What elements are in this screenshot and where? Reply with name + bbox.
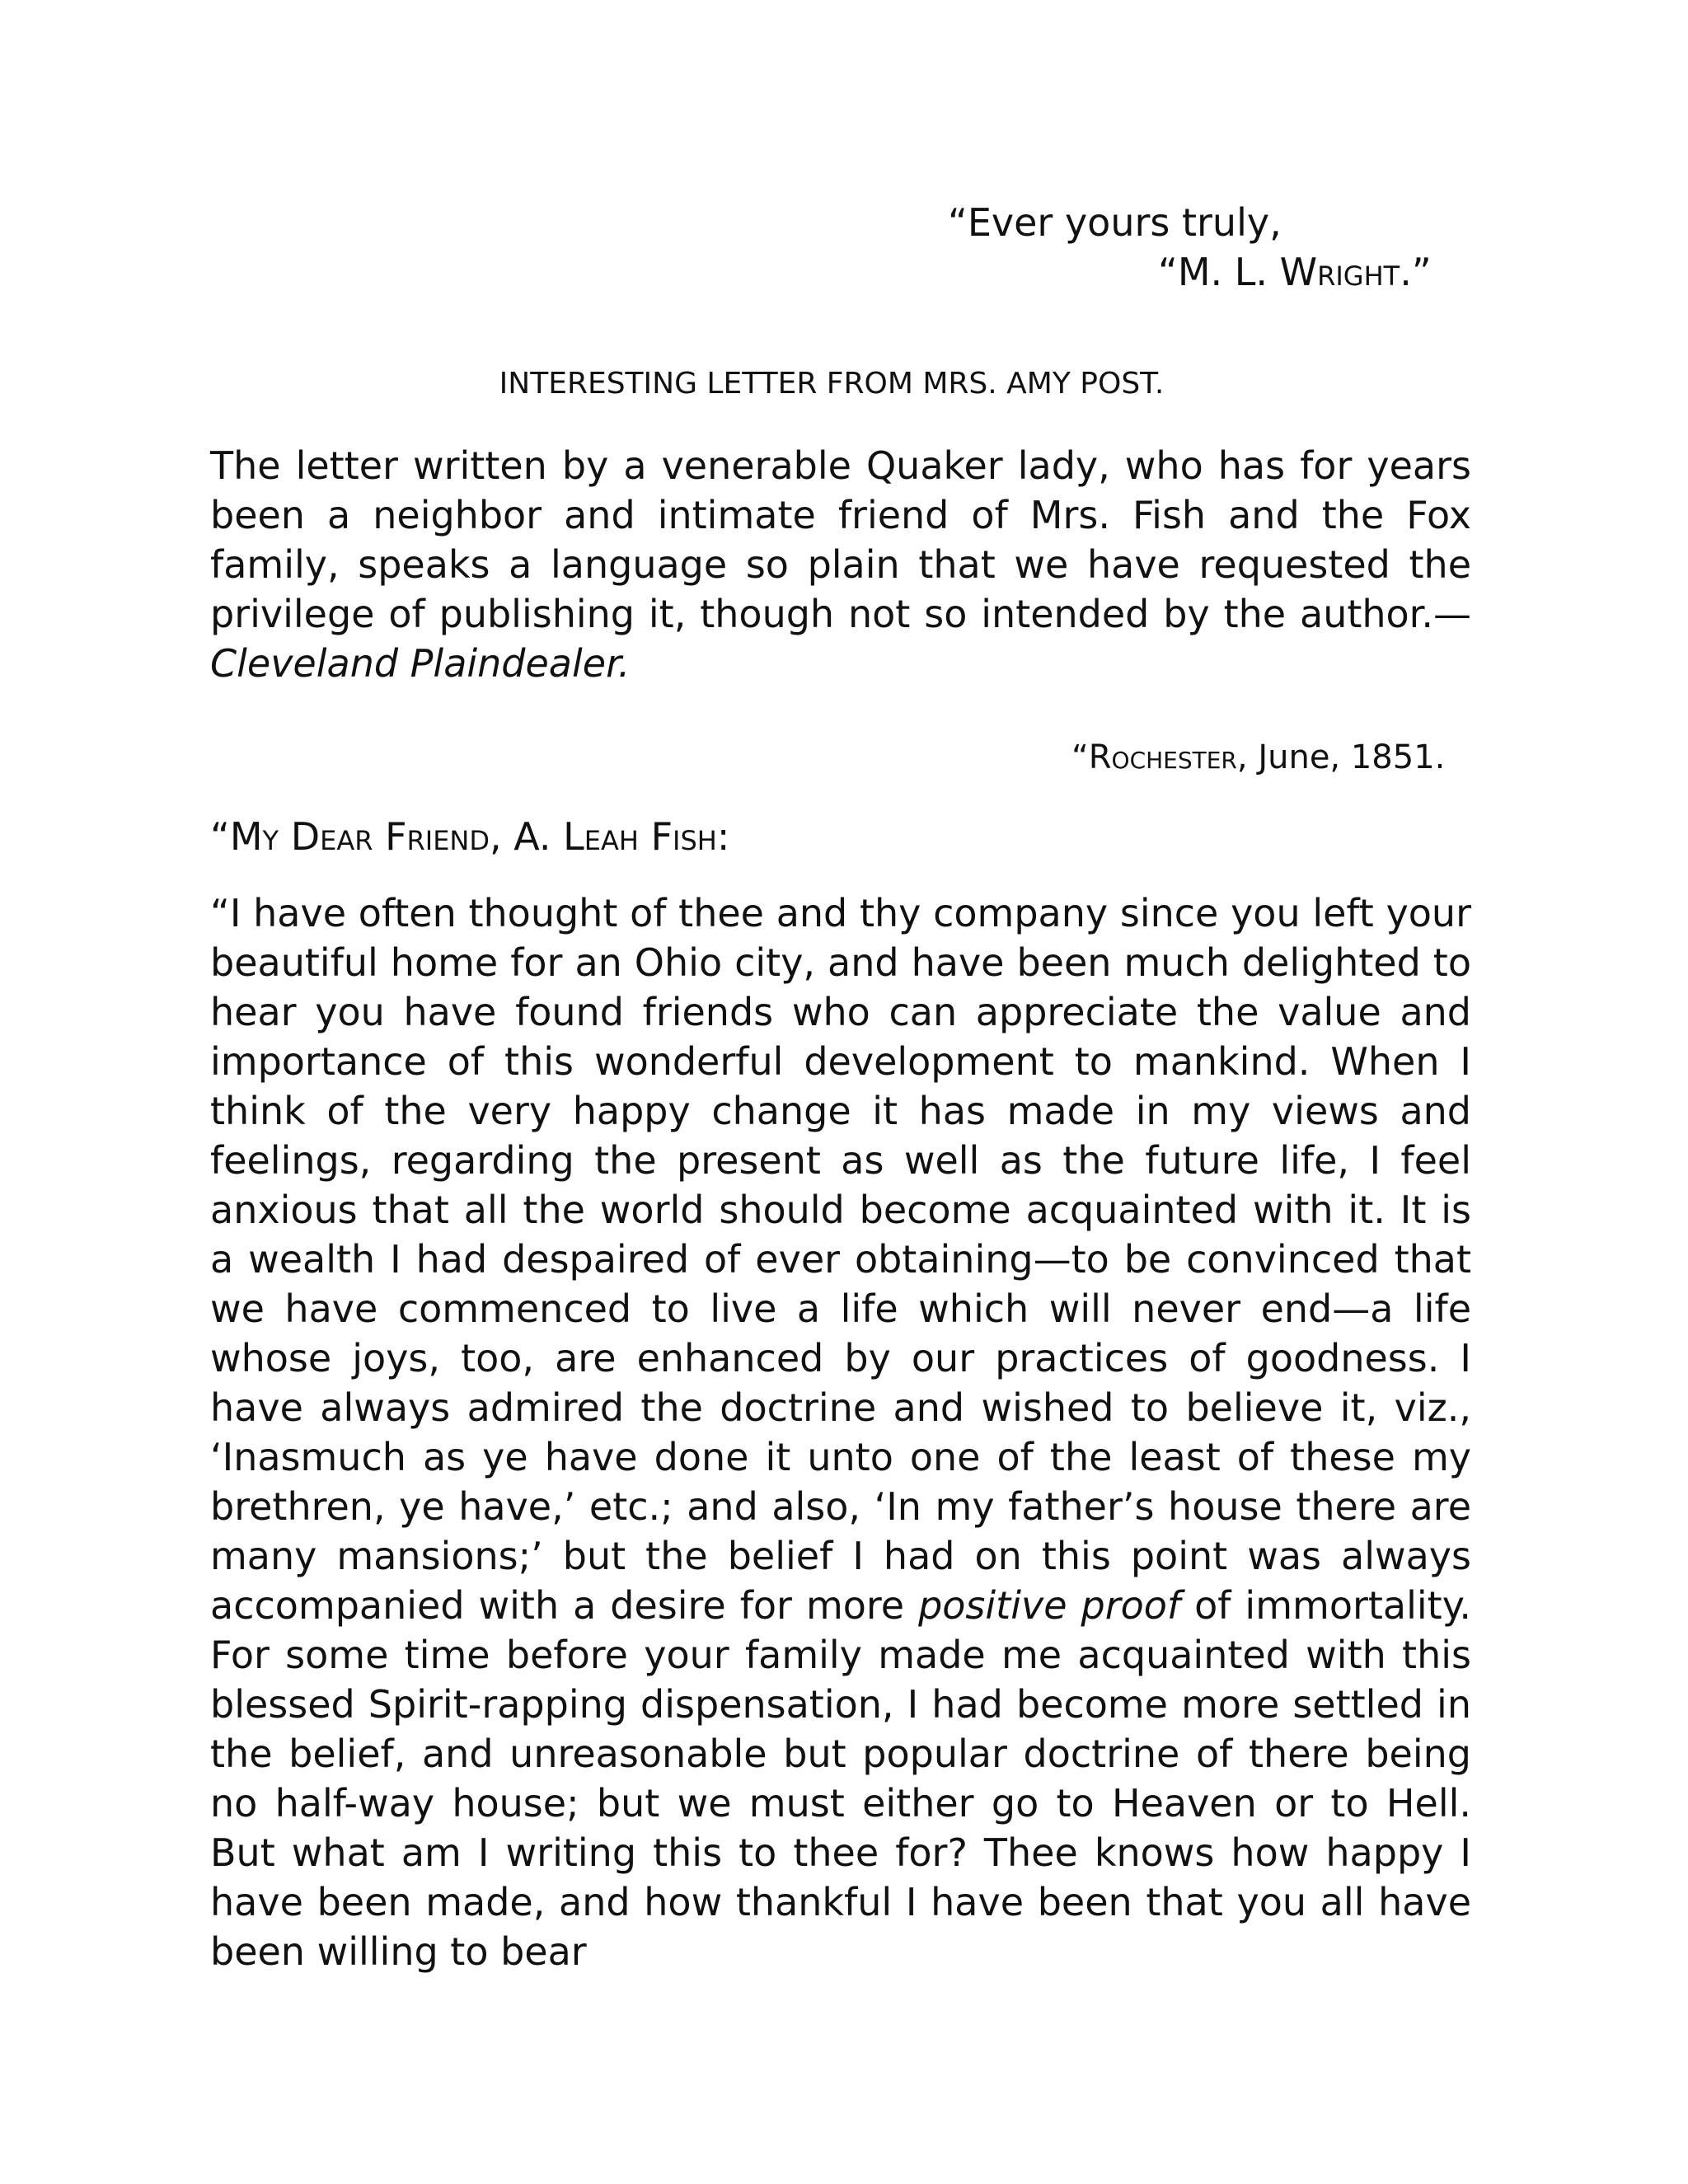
intro-source: Cleveland Plaindealer. xyxy=(210,641,631,686)
letter-dateline xyxy=(1071,736,1445,779)
dateline-date: , June, 1851. xyxy=(1236,738,1446,776)
letter-closing xyxy=(948,198,1432,297)
signature-surname: Wright xyxy=(1279,250,1400,294)
section-heading: INTERESTING LETTER FROM MRS. AMY POST. xyxy=(499,367,1165,401)
signature-initials: “M. L. xyxy=(1158,250,1280,294)
dateline-quote: “ xyxy=(1071,738,1089,776)
closing-line: “Ever yours truly, xyxy=(948,200,1282,245)
intro-paragraph xyxy=(210,441,1471,688)
letter-text-2: of immortality. For some time before your family made me acquainted with this blessed Spirit-rapping dispensation, I had become more settled in the belief, and unreasonable but popular doctrine of there being no half-way house; but we must either go to Heaven or to Hell. But what am I writing this to thee for? Thee knows how happy I have been made, and how thankful I have been that you all have been willing to bear xyxy=(210,1583,1471,1974)
letter-salutation: “My Dear Friend, A. Leah Fish: xyxy=(210,814,730,859)
intro-text: The letter written by a venerable Quaker lady, who has for years been a neighbor and intimate friend of Mrs. Fish and the Fox family, speaks a language so plain that we have requested the privilege of publishing it, though not so intended by the author.— xyxy=(210,443,1471,636)
closing-signature xyxy=(948,247,1432,297)
dateline-place: Rochester xyxy=(1088,738,1237,776)
letter-text-1: “I have often thought of thee and thy company since you left your beautiful home for an Ohio city, and have been much delighted to hear you have found friends who can appreciate the value and importance of this wonderful development to mankind. When I think of the very happy change it has made in my views and feelings, regarding the present as well as the future life, I feel anxious that all the world should become acquainted with it. It is a wealth I had despaired of ever obtaining—to be convinced that we have commenced to live a life which will never end—a life whose joys, too, are enhanced by our practices of goodness. I have always admired the doctrine and wished to believe it, viz., ‘Inasmuch as ye have done it unto one of the least of these my brethren, ye have,’ etc.; and also, ‘In my father’s house there are many mansions;’ but the belief I had on this point was always accompanied with a desire for more xyxy=(210,891,1471,1628)
signature-end: .” xyxy=(1400,250,1432,294)
letter-body xyxy=(210,888,1471,1976)
letter-emphasis: positive proof xyxy=(918,1583,1181,1628)
